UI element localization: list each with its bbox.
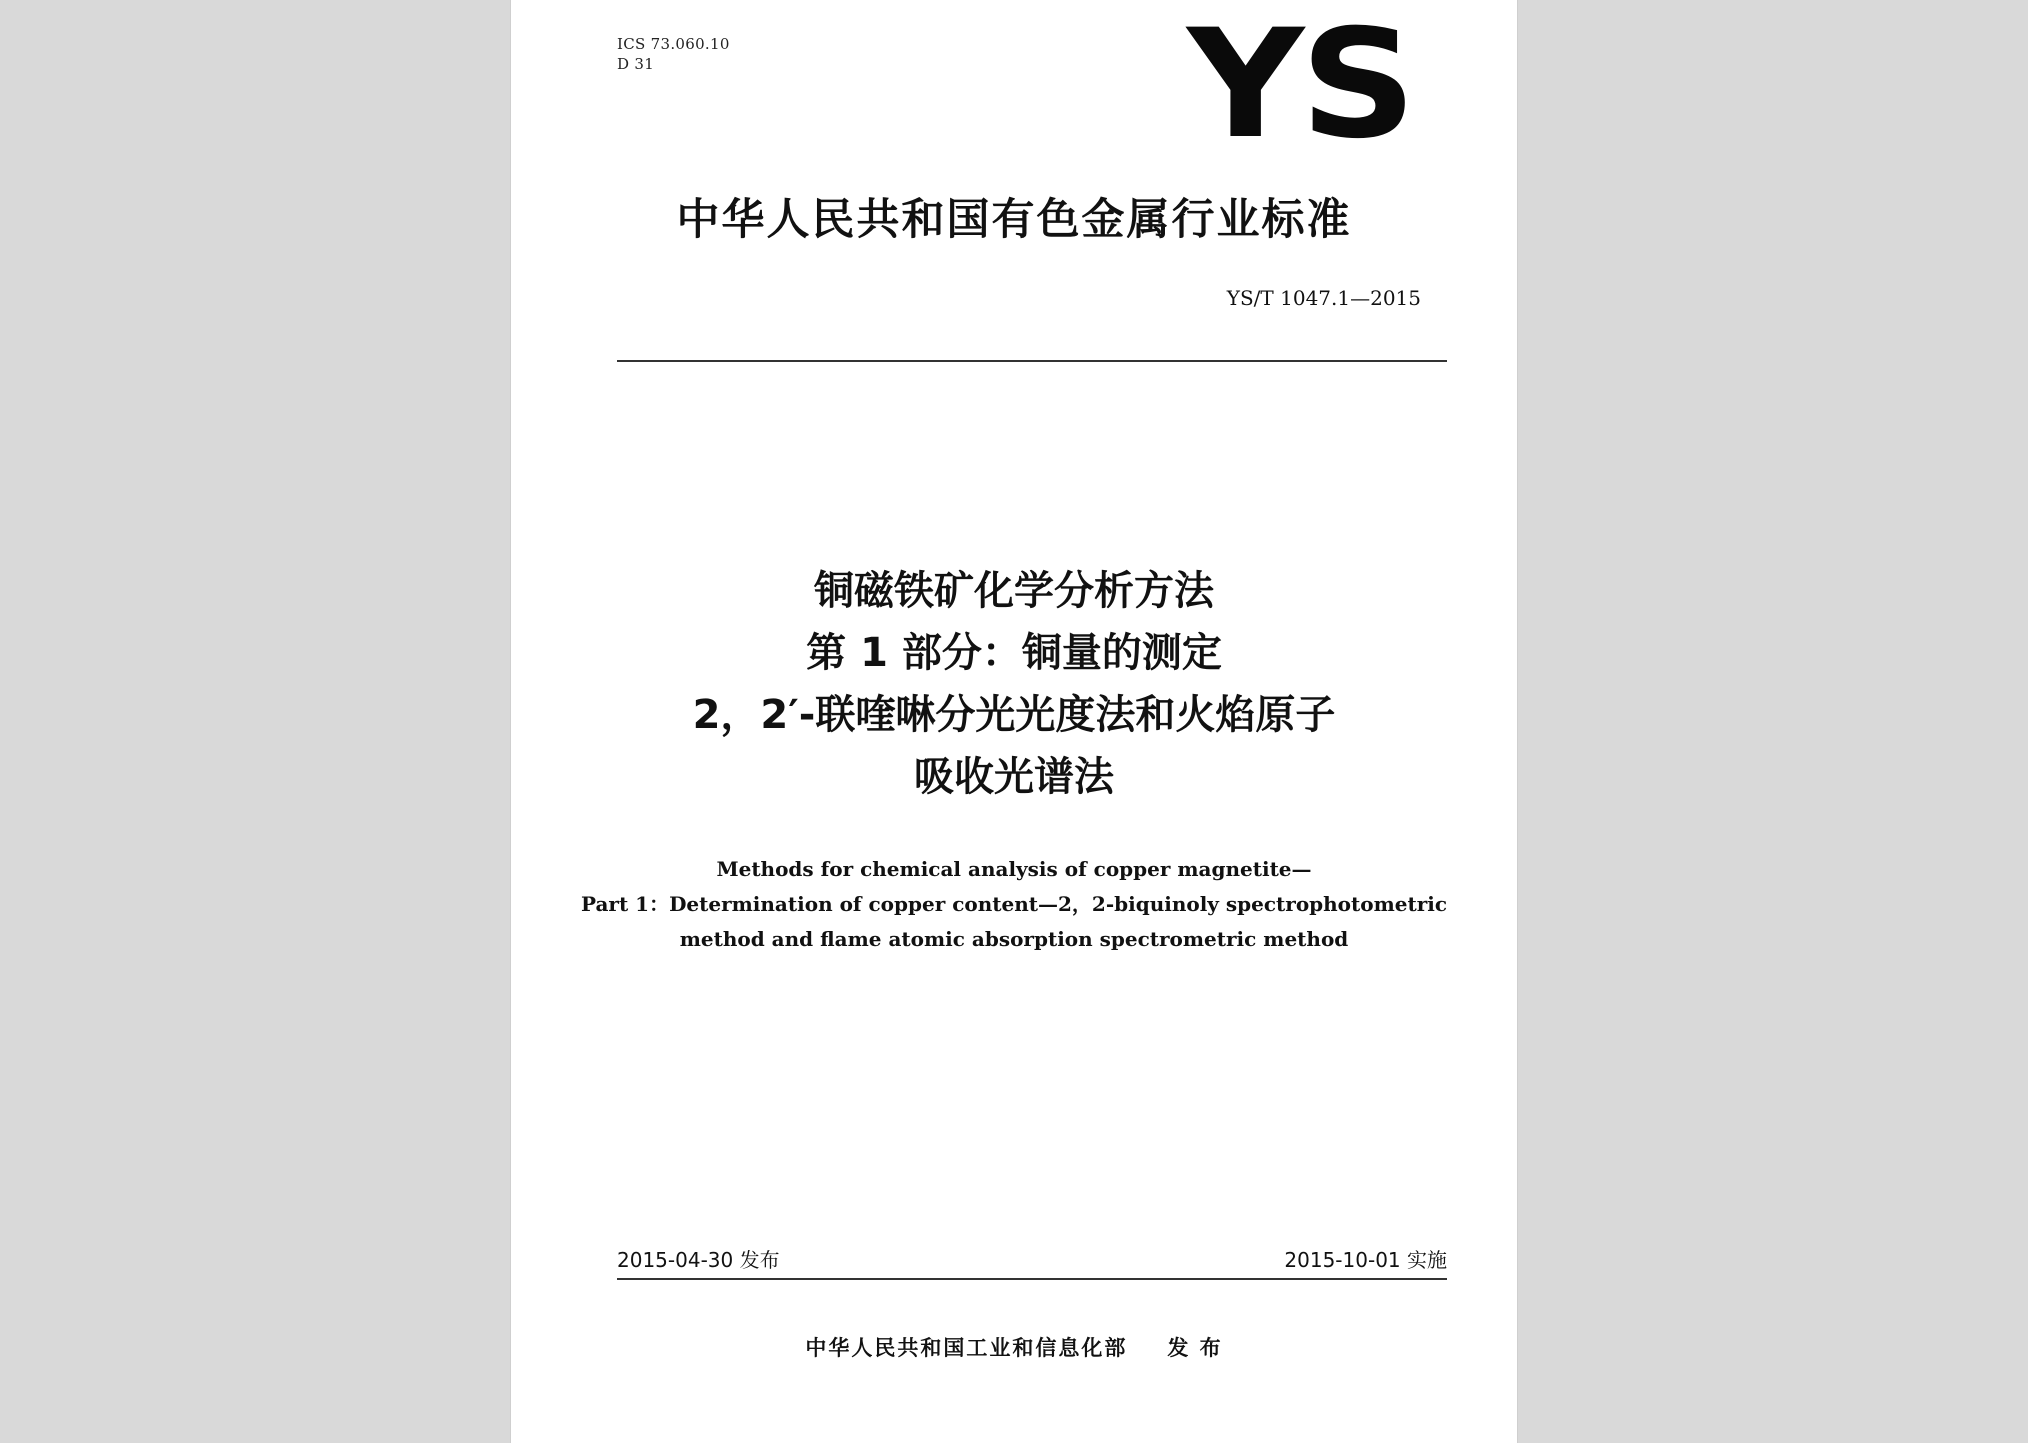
standard-title: 中华人民共和国有色金属行业标准 [676, 195, 1352, 245]
bottom-divider [617, 1278, 1447, 1280]
english-title [511, 852, 1517, 957]
chinese-title-line-4: 吸收光谱法 [914, 754, 1114, 800]
english-title-line-3: method and flame atomic absorption spectrometric method [679, 927, 1349, 951]
class-code: D 31 [617, 55, 655, 73]
ys-logo [1187, 0, 1413, 172]
publish-action: 发 布 [1167, 1336, 1223, 1360]
implementation-date: 2015-10-01 实施 [1284, 1248, 1447, 1272]
english-title-line-1: Methods for chemical analysis of copper magnetite— [716, 857, 1312, 881]
english-title-line-2: Part 1：Determination of copper content—2，2-biquinoly spectrophotometric [580, 892, 1448, 916]
standard-number: YS/T 1047.1—2015 [1226, 286, 1421, 310]
document-page [511, 0, 1517, 1443]
ics-code: ICS 73.060.10 [617, 35, 730, 53]
chinese-title [511, 560, 1517, 808]
dates-row [617, 1244, 1447, 1274]
chinese-title-line-1: 铜磁铁矿化学分析方法 [814, 568, 1214, 614]
chinese-title-line-2: 第 1 部分：铜量的测定 [806, 630, 1222, 676]
ys-logo-text: YS [1187, 0, 1413, 172]
issue-date: 2015-04-30 发布 [617, 1248, 780, 1272]
publisher-line [511, 1332, 1517, 1362]
chinese-title-line-3: 2，2′-联喹啉分光光度法和火焰原子 [692, 692, 1336, 738]
publisher-name: 中华人民共和国工业和信息化部 [805, 1336, 1128, 1360]
classification-codes [617, 34, 730, 74]
top-divider [617, 360, 1447, 362]
